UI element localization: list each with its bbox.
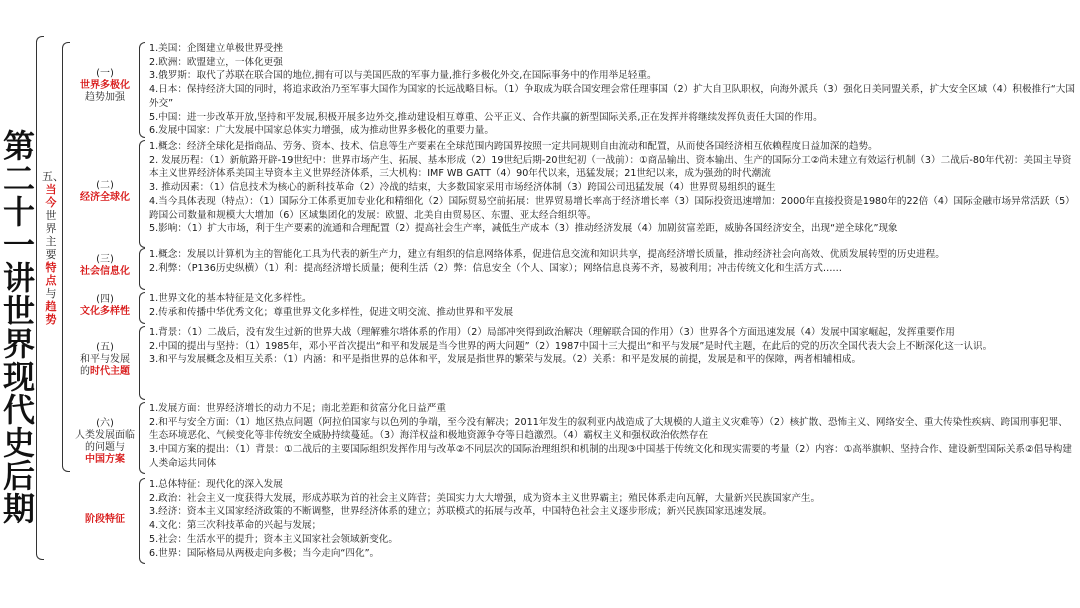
list-item: 3.中国方案的提出：（1）背景：①二战后的主要国际组织发挥作用与改革②不同层次的国际治理组织和机制的出现③中国基于传统文化和现实需要的考量（2）内容：①高举旗帜、坚持合作、建设新型国际关系②倡导构建人类命运共同体 — [149, 444, 1072, 469]
list-item: 1.背景：（1）二战后，没有发生过新的世界大战（理解雅尔塔体系的作用）（2）局部冲突得到政治解决（理解联合国的作用）（3）世界各个方面迅速发展（4）发展中国家崛起，发挥重要作用 — [149, 327, 955, 338]
list-item: 2. 发展历程：（1）新航路开辟-19世纪中：世界市场产生、拓展、基本形成（2）19世纪后期-20世纪初（一战前）：①商品输出、资本输出、生产的国际分工②尚未建立有效运行机制（3）二战后-80年代初：美国主导资本主义世界经济体系美国主导资本主义世界经济体系，三大机构：IMF WB GATT（4）90年代以来，迅猛发展；21世纪以来，成为强劲的时代潮流 — [149, 154, 1072, 180]
section-red-part2: 特点 — [45, 261, 57, 287]
group-1-label — [74, 68, 136, 104]
group-5-items — [149, 326, 1077, 367]
list-item: 1.概念：发展以计算机为主的智能化工具为代表的新生产力，建立有组织的信息网络体系，促进信息交流和知识共享，提高经济增长质量，推动经济社会向高效、优质发展转型的历史进程。 — [149, 249, 945, 260]
section-bracket — [62, 42, 70, 472]
group-3-label — [74, 254, 136, 278]
section-prefix: 五、 — [42, 170, 64, 183]
list-item: 6.世界：国际格局从两极走向多极；当今走向“四化”。 — [149, 547, 380, 559]
group-4-label-red: 文化多样性 — [80, 306, 130, 317]
list-item: 2.利弊：（P136历史纵横）（1）利：提高经济增长质量；便利生活（2）弊：信息安全（个人、国家）；网络信息良莠不齐，易被利用；冲击传统文化和生活方式…… — [149, 262, 843, 274]
list-item: 4.当今具体表现（特点）：（1）国际分工体系更加专业化和精细化（2）国际贸易空前拓展：世界贸易增长率高于经济增长率（3）国际投资迅速增加：2000年直接投资是1980年的22倍（4）国际金融市场异常活跃（5）跨国公司数量和规模大大增加（6）区域集团化的发展：欧盟、北美自由贸易区、东盟、亚太经合组织等。 — [149, 195, 1075, 221]
section-red-part3: 趋势 — [45, 300, 57, 326]
list-item: 2.和平与安全方面：（1）地区热点问题（阿拉伯国家与以色列的争端，至今没有解决；2011年发生的叙利亚内战造成了大规模的人道主义灾难等）（2）核扩散、恐怖主义、网络安全、重大传染性疾病、跨国刑事犯罪、生态环境恶化、气候变化等非传统安全威胁持续蔓延。（3）海洋权益和极地资源争夺等日趋激烈。（4）霸权主义和强权政治依然存在 — [149, 416, 1068, 442]
group-5-label — [74, 342, 136, 378]
list-item: 3. 推动因素：（1）信息技术为核心的新科技革命（2）冷战的结束，大多数国家采用市场经济体制（3）跨国公司迅猛发展（4）世界贸易组织的诞生 — [149, 182, 776, 194]
group-1-items — [149, 42, 1077, 138]
group-5-bracket — [139, 326, 145, 400]
list-item: 2.传承和传播中华优秀文化；尊重世界文化多样性，促进文明交流、推动世界和平发展 — [149, 306, 514, 318]
list-item: 3.和平与发展概念及相互关系：（1）内涵：和平是指世界的总体和平，发展是指世界的繁荣与发展。（2）关系：和平是发展的前提，发展是和平的保障，两者相辅相成。 — [149, 354, 862, 366]
group-6-items — [149, 402, 1077, 471]
section-title — [42, 170, 64, 326]
list-item: 6.发展中国家：广大发展中国家总体实力增强，成为推动世界多极化的重要力量。 — [149, 125, 494, 137]
group-3-bracket — [139, 248, 145, 290]
group-6-label-pre: 人类发展面临的问题与 — [75, 430, 135, 453]
group-6-label-red: 中国方案 — [85, 454, 125, 465]
group-2-label — [74, 180, 136, 204]
list-item: 2.政治：社会主义一度获得大发展，形成苏联为首的社会主义阵营；美国实力大大增强，成为资本主义世界霸主；殖民体系走向瓦解，大量新兴民族国家产生。 — [149, 492, 821, 504]
list-item: 1.概念：经济全球化是指商品、劳务、资本、技术、信息等生产要素在全球范围内跨国界按照一定共同规则自由流动和配置，从而使各国经济相互依赖程度日益加深的趋势。 — [149, 141, 878, 152]
list-item: 5.影响：（1）扩大市场，利于生产要素的流通和合理配置（2）提高社会生产率，减低生产成本（3）推动经济发展（4）加剧贫富差距，威胁各国经济安全，出现“逆全球化”现象 — [149, 223, 898, 235]
group-4-bracket — [139, 292, 145, 324]
list-item: 1.世界文化的基本特征是文化多样性。 — [149, 293, 312, 304]
group-1-bracket — [139, 42, 145, 138]
list-item: 3.经济：资本主义国家经济政策的不断调整，世界经济体系的建立；苏联模式的拓展与改革，中国特色社会主义逐步形成；新兴民族国家迅速发展。 — [149, 506, 773, 518]
list-item: 2.中国的提出与坚持：（1）1985年，邓小平首次提出“和平和发展是当今世界的两大问题”（2）1987中国十三大提出“和平与发展”是时代主题，在此后的党的历次全国代表大会上不断深化这一认识。 — [149, 340, 993, 352]
list-item: 5.社会：生活水平的提升；资本主义国家社会领域新变化。 — [149, 533, 398, 545]
group-2-bracket — [139, 140, 145, 248]
group-1-label-red: 世界多极化 — [80, 80, 130, 91]
group-4-label — [74, 294, 136, 318]
group-7-items — [149, 478, 1077, 560]
group-7-label-red: 阶段特征 — [85, 514, 125, 525]
group-6-num: (六) — [96, 418, 114, 429]
group-5-label-mid: 的 — [80, 366, 90, 377]
group-4-items — [149, 292, 1077, 319]
group-2-label-red: 经济全球化 — [80, 192, 130, 203]
list-item: 1.美国：企图建立单极世界受挫 — [149, 43, 283, 54]
group-2-items — [149, 140, 1077, 236]
group-2-num: (二) — [96, 180, 114, 191]
list-item: 4.文化：第三次科技革命的兴起与发展； — [149, 520, 322, 532]
group-6-bracket — [139, 402, 145, 474]
section-red-part1: 当今 — [45, 183, 57, 209]
group-3-label-red: 社会信息化 — [80, 266, 130, 277]
list-item: 2.欧洲：欧盟建立，一体化更强 — [149, 56, 283, 68]
group-3-items — [149, 248, 1077, 275]
group-5-label-pre: 和平与发展 — [80, 354, 130, 365]
list-item: 3.俄罗斯：取代了苏联在联合国的地位,拥有可以与美国匹敌的军事力量,推行多极化外交,在国际事务中的作用举足轻重。 — [149, 70, 657, 82]
group-6-label — [74, 418, 136, 466]
group-4-num: (四) — [96, 294, 114, 305]
group-5-num: (五) — [96, 342, 114, 353]
section-connector: 与 — [45, 287, 57, 300]
group-1-label-rest: 趋势加强 — [85, 92, 125, 103]
group-7-bracket — [139, 478, 145, 564]
list-item: 4.日本：保持经济大国的同时，将追求政治乃至军事大国作为国家的长远战略目标。（1）争取成为联合国安理会常任理事国（2）扩大自卫队职权，向海外派兵（3）强化日美同盟关系，扩大安全区域（4）积极推行“大国外交” — [149, 84, 1075, 109]
group-1-num: (一) — [96, 68, 114, 79]
group-3-num: (三) — [96, 254, 114, 265]
list-item: 1.总体特征：现代化的深入发展 — [149, 479, 283, 490]
section-middle: 世界主要 — [45, 209, 57, 261]
main-title: 第二十一讲 世界现代史后期 — [2, 127, 35, 528]
group-5-label-red: 时代主题 — [90, 366, 130, 377]
list-item: 1.发展方面：世界经济增长的动力不足；南北差距和贫富分化日益严重 — [149, 403, 446, 414]
group-7-label — [74, 514, 136, 526]
list-item: 5.中国：进一步改革开放,坚持和平发展,积极开展多边外交,推动建设相互尊重、公平正义、合作共赢的新型国际关系,正在发挥并将继续发挥负责任大国的作用。 — [149, 111, 823, 123]
